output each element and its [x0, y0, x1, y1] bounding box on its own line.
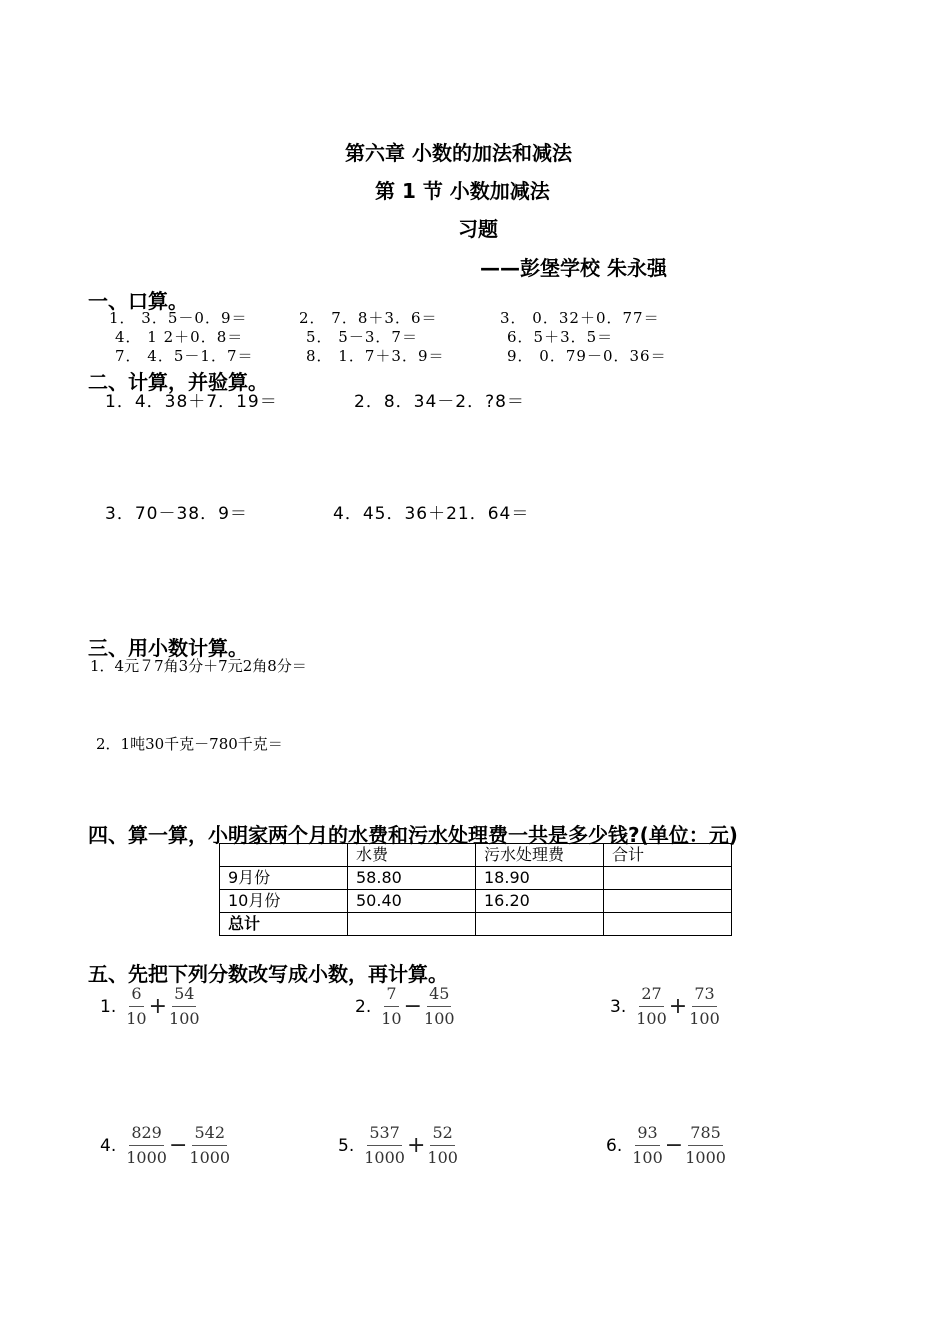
fraction [427, 1124, 458, 1167]
denominator: 1000 [364, 1148, 405, 1167]
fraction [424, 985, 455, 1028]
oral-item: 7． 4．5－1．7＝ [115, 347, 254, 365]
denominator: 100 [636, 1009, 667, 1028]
fraction [126, 1124, 167, 1167]
numerator: 785 [688, 1124, 723, 1146]
fraction [364, 1124, 405, 1167]
fraction [189, 1124, 230, 1167]
table-cell: 9月份 [220, 867, 348, 890]
table-cell: 污水处理费 [476, 844, 604, 867]
oral-item: 6．5＋3．5＝ [507, 328, 614, 346]
table-cell [604, 913, 732, 936]
part1-heading: 一、口算。 [88, 289, 188, 313]
operator: − [403, 994, 423, 1019]
problem-number: 6. [606, 1135, 623, 1156]
problem-number: 5. [338, 1135, 355, 1156]
table-row [220, 867, 732, 890]
fraction [685, 1124, 726, 1167]
table-cell: 18.90 [476, 867, 604, 890]
oral-item: 1． 3．5－0．9＝ [109, 309, 248, 327]
table-cell: 10月份 [220, 890, 348, 913]
fraction [381, 985, 401, 1028]
part3-heading: 三、用小数计算。 [88, 636, 248, 660]
numerator: 54 [172, 985, 196, 1007]
fraction-problem [610, 985, 720, 1028]
operator: − [168, 1133, 188, 1158]
denominator: 1000 [685, 1148, 726, 1167]
fraction-problem [338, 1124, 458, 1167]
table-cell: 50.40 [348, 890, 476, 913]
numerator: 93 [635, 1124, 659, 1146]
oral-item: 5． 5－3．7＝ [306, 328, 418, 346]
numerator: 829 [129, 1124, 164, 1146]
exercise-title: 习题 [458, 217, 498, 241]
table-cell: 合计 [604, 844, 732, 867]
fraction-problem [355, 985, 455, 1028]
author-line: ——彭堡学校 朱永强 [480, 256, 667, 280]
oral-item: 8． 1．7＋3．9＝ [306, 347, 445, 365]
table-row [220, 890, 732, 913]
numerator: 27 [639, 985, 663, 1007]
denominator: 100 [424, 1009, 455, 1028]
numerator: 6 [129, 985, 143, 1007]
table-header-row [220, 844, 732, 867]
table-cell: 总计 [220, 913, 348, 936]
chapter-title: 第六章 小数的加法和减法 [345, 141, 572, 165]
table-cell [348, 913, 476, 936]
table-row [220, 913, 732, 936]
oral-item: 2． 7．8＋3．6＝ [299, 309, 438, 327]
problem-number: 1. [100, 996, 117, 1017]
table-cell: 58.80 [348, 867, 476, 890]
fraction [689, 985, 720, 1028]
fraction-problem [100, 1124, 230, 1167]
operator: + [148, 994, 168, 1019]
part4-heading: 四、算一算，小明家两个月的水费和污水处理费一共是多少钱?(单位：元) [88, 823, 738, 847]
denominator: 100 [169, 1009, 200, 1028]
oral-item: 3． 0．32＋0．77＝ [500, 309, 660, 327]
problem-number: 2. [355, 996, 372, 1017]
table-cell [220, 844, 348, 867]
oral-item: 9． 0．79－0．36＝ [507, 347, 667, 365]
fraction [632, 1124, 663, 1167]
fraction-problem [100, 985, 200, 1028]
calc-item: 1．4．38＋7．19＝ [105, 392, 278, 412]
section-title: 第 1 节 小数加减法 [375, 179, 550, 203]
table-cell: 16.20 [476, 890, 604, 913]
table-cell [604, 890, 732, 913]
table-cell [604, 867, 732, 890]
numerator: 542 [192, 1124, 227, 1146]
calc-item: 4．45．36＋21．64＝ [333, 504, 530, 524]
money-item: 1．4元７7角3分＋7元2角8分＝ [90, 657, 307, 675]
denominator: 1000 [189, 1148, 231, 1167]
part5-heading: 五、先把下列分数改写成小数，再计算。 [88, 962, 448, 986]
fraction [169, 985, 200, 1028]
numerator: 45 [427, 985, 451, 1007]
table-cell [476, 913, 604, 936]
part2-heading: 二、计算，并验算。 [88, 370, 268, 394]
denominator: 10 [381, 1009, 402, 1028]
operator: − [664, 1133, 684, 1158]
numerator: 73 [692, 985, 716, 1007]
oral-item: 4． 1 2＋0．8＝ [115, 328, 244, 346]
problem-number: 4. [100, 1135, 117, 1156]
fraction-problem [606, 1124, 726, 1167]
table-cell: 水费 [348, 844, 476, 867]
denominator: 100 [427, 1148, 458, 1167]
operator: + [668, 994, 688, 1019]
operator: + [406, 1133, 426, 1158]
fraction [126, 985, 146, 1028]
numerator: 537 [367, 1124, 402, 1146]
denominator: 10 [126, 1009, 147, 1028]
calc-item: 3．70－38．9＝ [105, 504, 248, 524]
numerator: 7 [384, 985, 398, 1007]
fee-table [219, 843, 732, 936]
money-item: 2．1吨30千克－780千克＝ [96, 735, 283, 753]
denominator: 100 [689, 1009, 720, 1028]
denominator: 100 [632, 1148, 663, 1167]
problem-number: 3. [610, 996, 627, 1017]
calc-item: 2．8．34－2．?8＝ [354, 392, 525, 412]
denominator: 1000 [126, 1148, 167, 1167]
fraction [636, 985, 667, 1028]
numerator: 52 [430, 1124, 454, 1146]
